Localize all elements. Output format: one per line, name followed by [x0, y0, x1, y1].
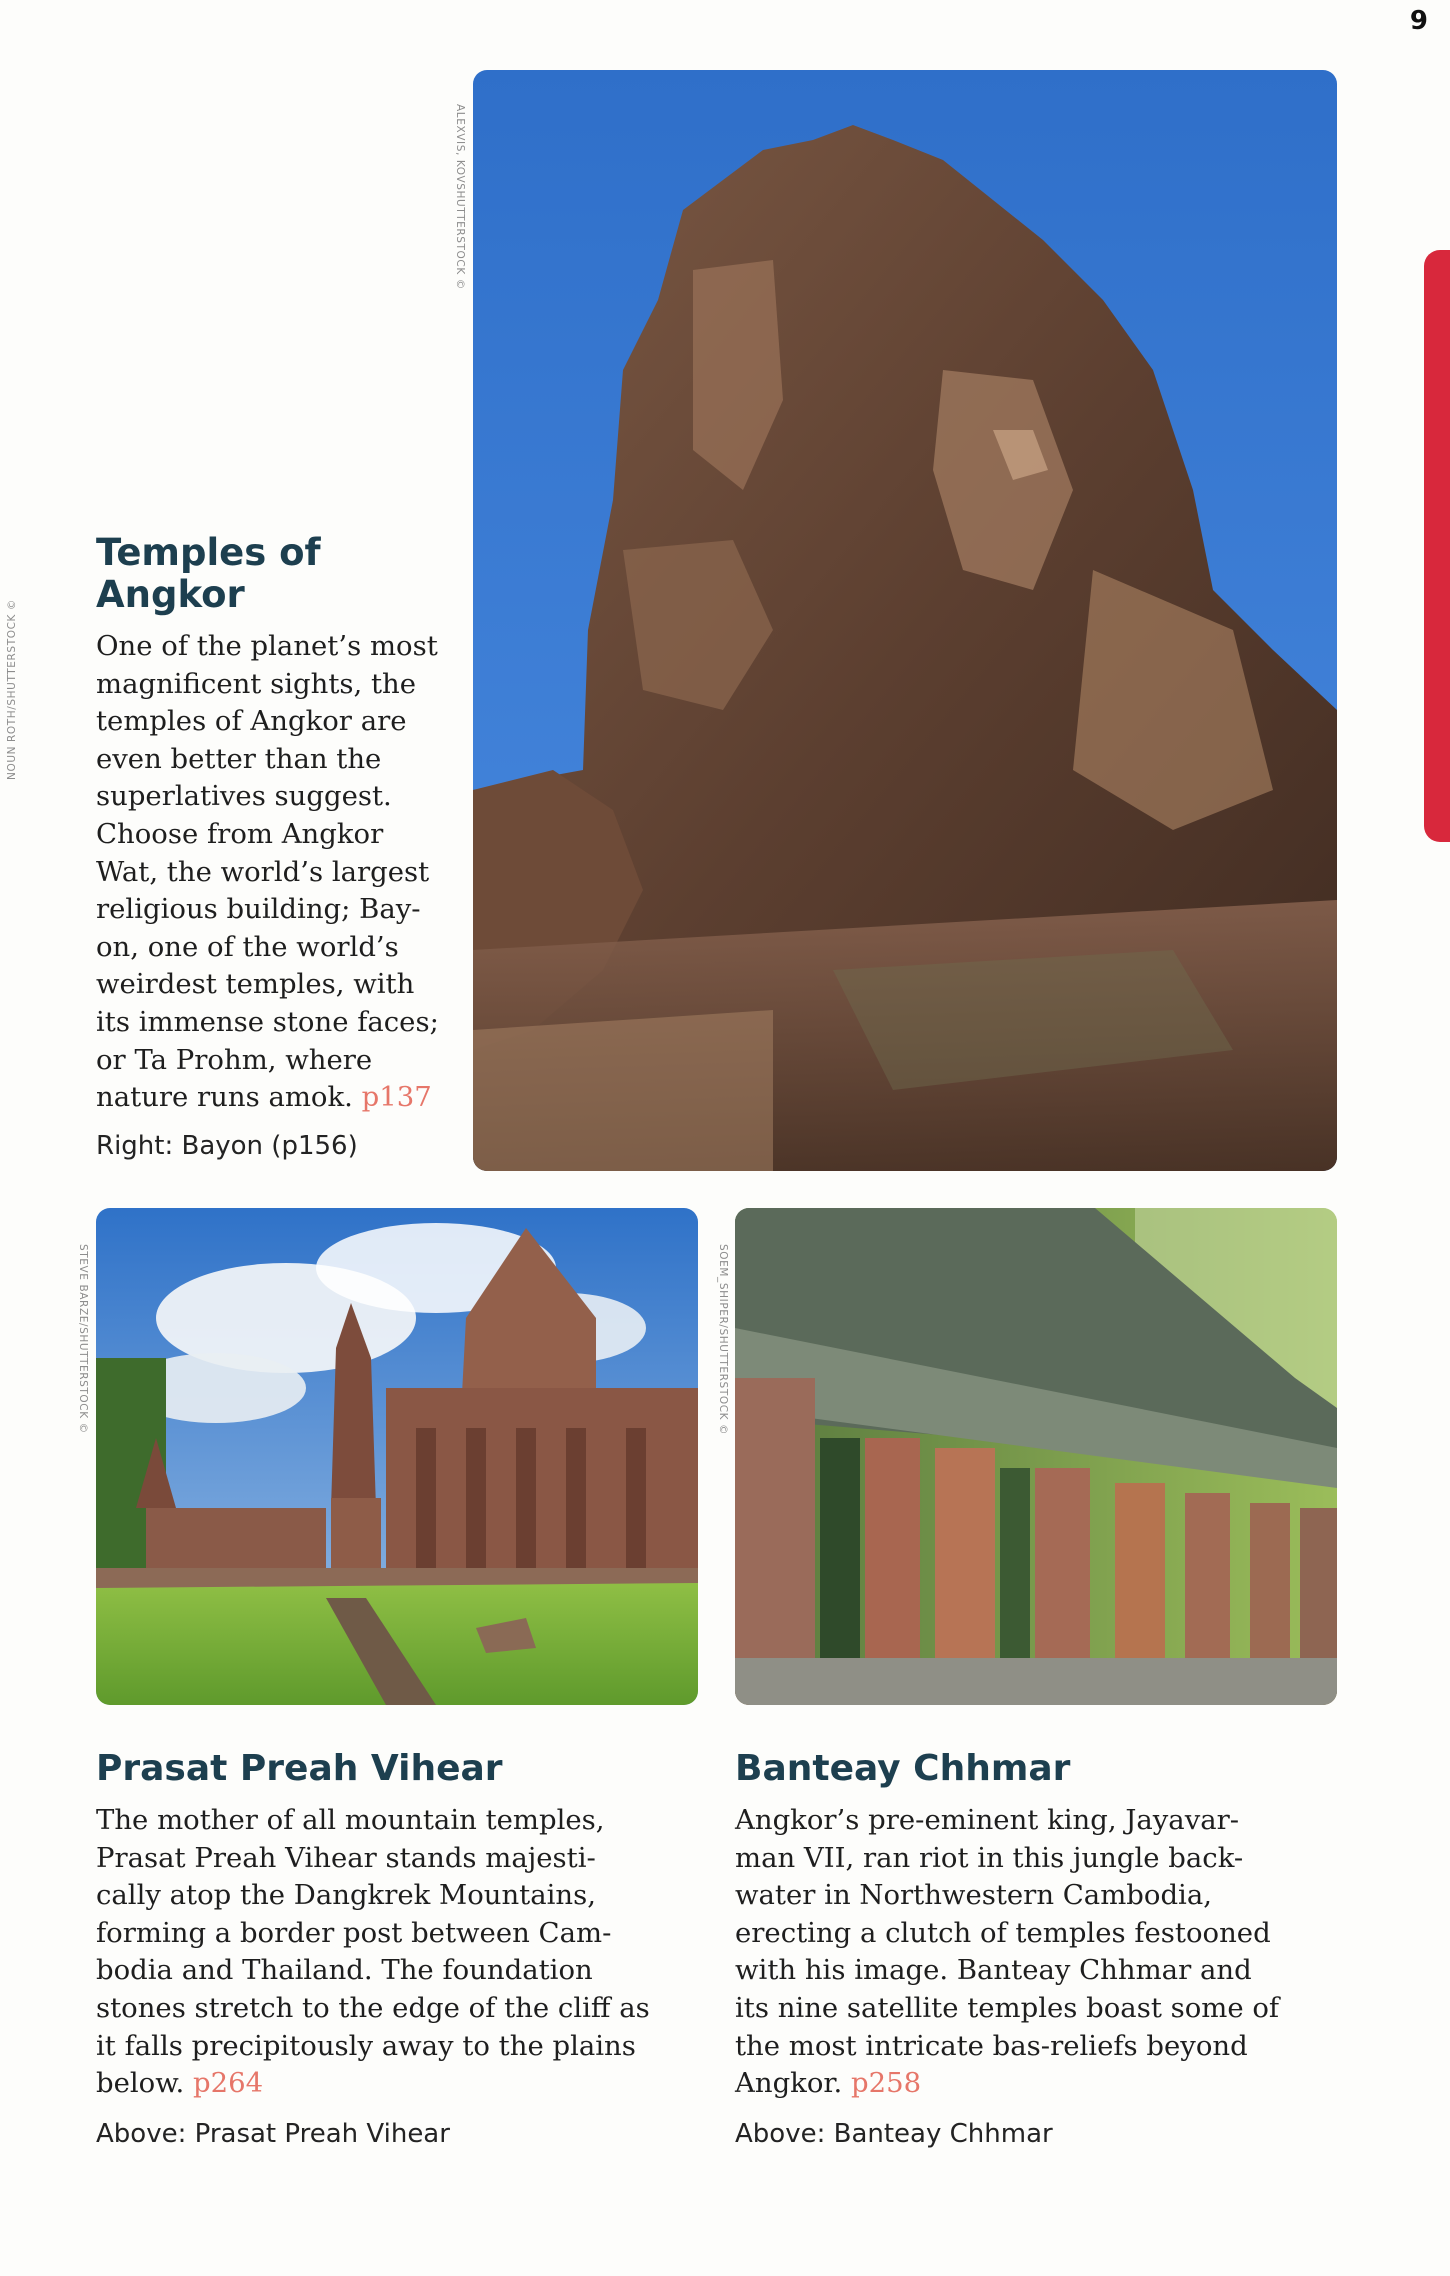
preah-vihear-caption: Above: Prasat Preah Vihear	[96, 2119, 450, 2149]
angkor-line: its immense stone faces;	[96, 1005, 439, 1038]
preah-vihear-body	[96, 1802, 696, 2103]
angkor-line	[96, 1079, 456, 1117]
angkor-line: Wat, the world’s largest	[96, 855, 430, 888]
preah-vihear-line: forming a border post between Cam-	[96, 1916, 612, 1949]
banteay-line: erecting a clutch of temples festooned	[735, 1916, 1271, 1949]
angkor-line: One of the planet’s most	[96, 630, 438, 662]
banteay-line: man VII, ran riot in this jungle back-	[735, 1841, 1244, 1874]
preah-vihear-line: The mother of all mountain temples,	[96, 1804, 605, 1836]
preah-vihear-line-text: below.	[96, 2067, 185, 2100]
preah-vihear-title: Prasat Preah Vihear	[96, 1748, 503, 1789]
preah-vihear-line: cally atop the Dangkrek Mountains,	[96, 1879, 596, 1912]
angkor-title-line1: Temples of	[96, 531, 321, 574]
page-number: 9	[1409, 6, 1428, 36]
angkor-line: or Ta Prohm, where	[96, 1043, 373, 1076]
angkor-line: on, one of the world’s	[96, 930, 399, 963]
angkor-line: magnificent sights, the	[96, 667, 417, 700]
photo-credit-bayon: ALEXVIS, KOVSHUTTERSTOCK ©	[454, 104, 466, 290]
preah-vihear-line: bodia and Thailand. The foundation	[96, 1954, 593, 1987]
photo-credit-preah-vihear: STEVE BARZE/SHUTTERSTOCK ©	[77, 1244, 89, 1434]
angkor-title	[96, 532, 321, 616]
angkor-line: weirdest temples, with	[96, 968, 415, 1001]
banteay-line: the most intricate bas-reliefs beyond	[735, 2029, 1248, 2062]
preah-vihear-page-ref[interactable]: p264	[193, 2067, 264, 2100]
banteay-chhmar-title: Banteay Chhmar	[735, 1748, 1071, 1789]
angkor-line: Choose from Angkor	[96, 817, 384, 850]
section-tab[interactable]	[1424, 250, 1450, 842]
banteay-page-ref[interactable]: p258	[851, 2067, 922, 2100]
banteay-chhmar-caption: Above: Banteay Chhmar	[735, 2119, 1053, 2149]
photo-credit-banteay: SOEM_SHIPER/SHUTTERSTOCK ©	[717, 1244, 729, 1436]
angkor-line-text: nature runs amok.	[96, 1081, 353, 1114]
preah-vihear-line: Prasat Preah Vihear stands majesti-	[96, 1841, 596, 1874]
preah-vihear-line	[96, 2065, 696, 2103]
banteay-line: with his image. Banteay Chhmar and	[735, 1954, 1252, 1987]
banteay-chhmar-body	[735, 1802, 1335, 2103]
angkor-line: even better than the	[96, 742, 382, 775]
banteay-chhmar-photo	[735, 1208, 1337, 1705]
angkor-body	[96, 628, 456, 1117]
angkor-caption: Right: Bayon (p156)	[96, 1131, 358, 1161]
bayon-photo	[473, 70, 1337, 1171]
angkor-page-ref[interactable]: p137	[361, 1081, 432, 1114]
banteay-line-text: Angkor.	[735, 2067, 843, 2100]
photo-credit-side: NOUN ROTH/SHUTTERSTOCK ©	[6, 598, 18, 780]
preah-vihear-line: it falls precipitously away to the plains	[96, 2029, 636, 2062]
angkor-line: superlatives suggest.	[96, 780, 392, 813]
preah-vihear-line: stones stretch to the edge of the cliff as	[96, 1991, 650, 2024]
banteay-line: its nine satellite temples boast some of	[735, 1991, 1280, 2024]
banteay-line: Angkor’s pre-eminent king, Jayavar-	[735, 1804, 1240, 1836]
angkor-line: religious building; Bay-	[96, 893, 421, 926]
angkor-line: temples of Angkor are	[96, 705, 407, 738]
banteay-line: water in Northwestern Cambodia,	[735, 1879, 1212, 1912]
banteay-line	[735, 2065, 1335, 2103]
preah-vihear-photo	[96, 1208, 698, 1705]
angkor-title-line2: Angkor	[96, 573, 245, 616]
